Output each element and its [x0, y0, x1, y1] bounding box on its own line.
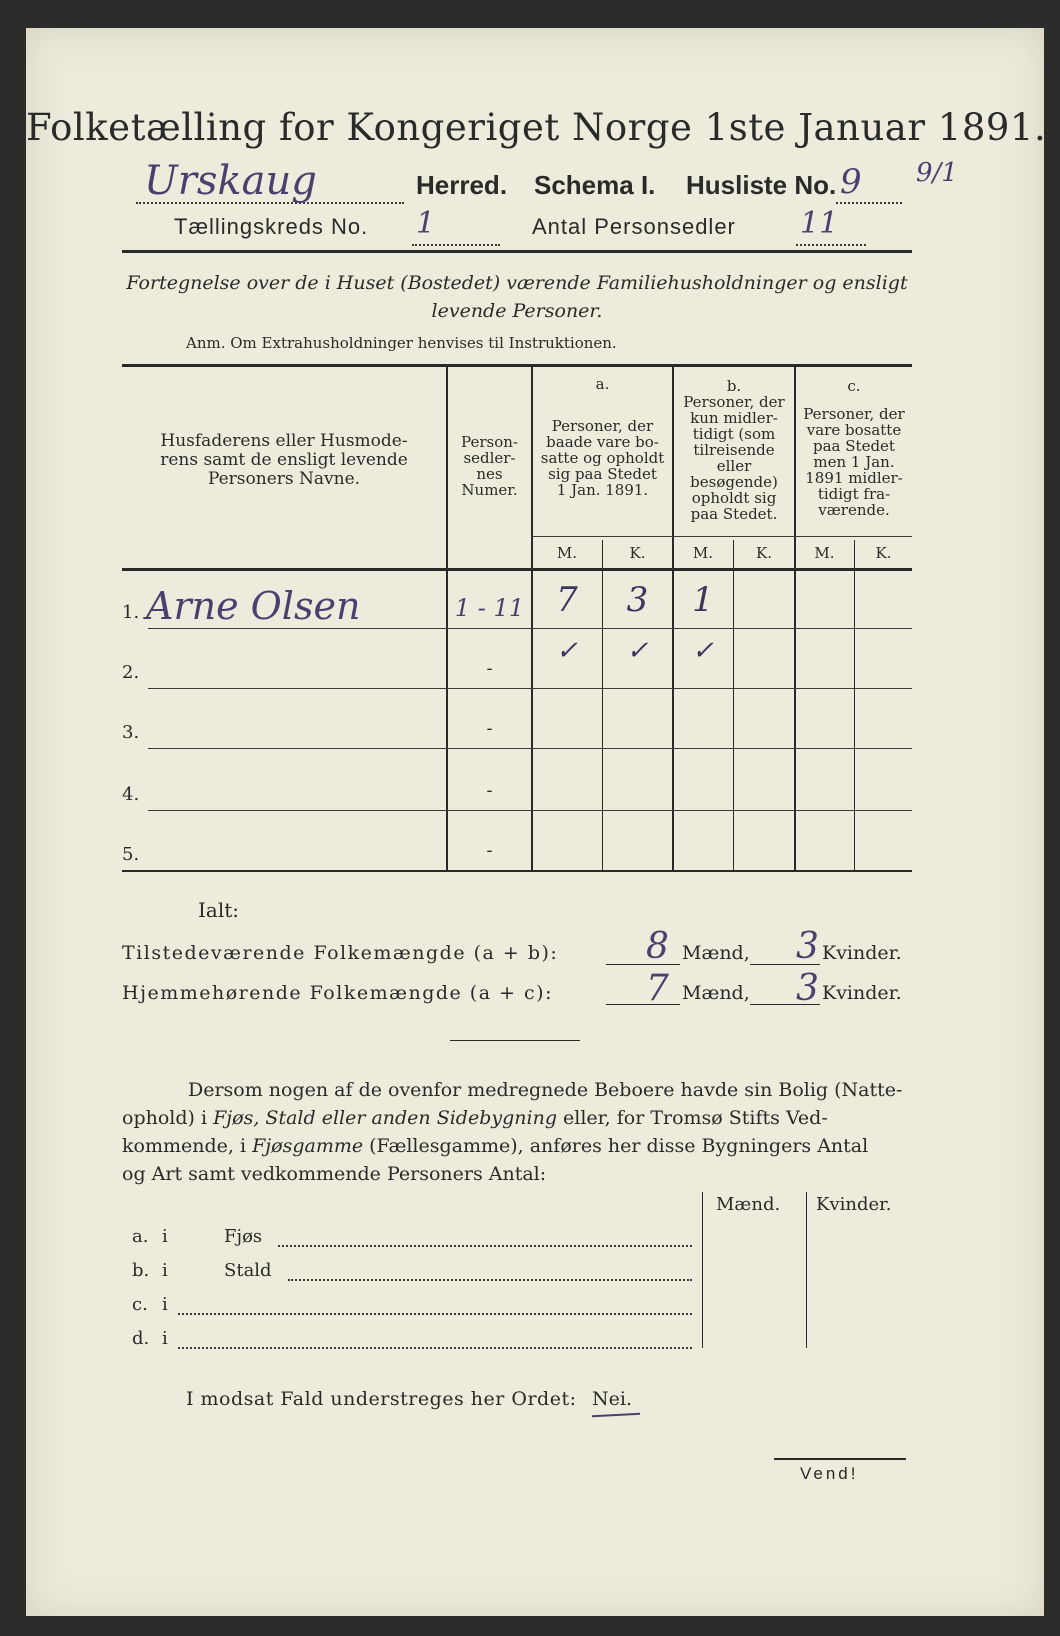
col-num-header-3: nes — [476, 465, 503, 483]
buildings-col-kvinder: Kvinder. — [816, 1194, 892, 1215]
buildings-paragraph — [122, 1076, 912, 1188]
row-4-num[interactable]: - — [486, 780, 493, 801]
col-b-header-4: tilreisende — [693, 441, 775, 459]
col-c-header — [796, 406, 912, 518]
corner-note: 9/1 — [916, 158, 958, 188]
row-3-num[interactable]: - — [486, 718, 493, 739]
col-num-header-1: Person- — [461, 433, 518, 451]
col-name-header-1: Husfaderens eller Husmode- — [160, 431, 408, 451]
kreds-value: 1 — [416, 206, 436, 241]
row-2-ak-check[interactable]: ✓ — [626, 636, 649, 666]
ialt-label: Ialt: — [198, 898, 239, 922]
col-b-header-7: opholdt sig — [691, 489, 777, 507]
row-line-4 — [148, 810, 912, 811]
buildings-line-1: Dersom nogen af de ovenfor medregnede Beboere havde sin Bolig (Natte- — [188, 1079, 903, 1101]
col-b-letter: b. — [726, 377, 742, 395]
husliste-label: Husliste No. — [686, 170, 837, 200]
col-a-header-4: sig paa Stedet — [548, 465, 657, 483]
col-c-header-7: værende. — [818, 501, 890, 519]
bld-row-b-field[interactable] — [288, 1278, 692, 1281]
col-a-header-5: 1 Jan. 1891. — [556, 481, 649, 499]
form-title: Folketælling for Kongeriget Norge 1ste Januar 1891. — [26, 106, 1047, 149]
buildings-line-3a: kommende, i — [122, 1135, 253, 1157]
buildings-line-2b: Fjøs, Stald eller anden Sidebygning — [213, 1107, 557, 1129]
col-b-header-2: kun midler- — [690, 409, 778, 427]
total-present-kvinder-word: Kvinder. — [822, 942, 902, 964]
total-present-label: Tilstedeværende Folkemængde (a + b): — [122, 942, 559, 964]
total-resident-maend-word: Mænd, — [682, 982, 750, 1004]
col-divider-cm — [854, 540, 855, 870]
header-divider — [122, 250, 912, 253]
intro-line-2: levende Personer. — [431, 300, 603, 322]
kreds-label: Tællingskreds No. — [174, 214, 369, 239]
antal-value: 11 — [800, 206, 839, 241]
col-name-header-3: Personers Navne. — [207, 469, 361, 489]
col-c-k-label: K. — [875, 544, 892, 562]
buildings-line-2c: eller, for Tromsø Stifts Ved- — [556, 1107, 828, 1129]
row-2-num[interactable]: - — [486, 658, 493, 679]
col-b-header-3: tidigt (som — [692, 425, 776, 443]
husliste-value: 9 — [840, 162, 862, 202]
herred-value: Urskaug — [144, 158, 317, 204]
row-line-3 — [148, 748, 912, 749]
bld-row-b-i: i — [162, 1260, 168, 1281]
col-c-letter: c. — [847, 377, 861, 395]
row-5-num[interactable]: - — [486, 840, 493, 861]
buildings-divider-1 — [702, 1192, 703, 1348]
col-a-header-3: satte og opholdt — [540, 449, 665, 467]
bld-row-d-field[interactable] — [178, 1346, 692, 1349]
nei-prefix: I modsat Fald understreges her Ordet: — [186, 1388, 577, 1410]
total-resident-kvinder-word: Kvinder. — [822, 982, 902, 1004]
buildings-divider-2 — [806, 1192, 807, 1348]
nei-underline — [592, 1413, 640, 1418]
bld-row-c-i: i — [162, 1294, 168, 1315]
total-resident-maend[interactable]: 7 — [646, 968, 669, 1009]
col-name-header-2: rens samt de ensligt levende — [160, 450, 408, 470]
nei-word[interactable]: Nei. — [592, 1388, 632, 1410]
col-b-k-label: K. — [756, 544, 772, 562]
col-c-m-label: M. — [814, 544, 835, 562]
bld-row-c-letter: c. — [132, 1294, 148, 1315]
bld-row-c-field[interactable] — [178, 1312, 692, 1315]
row-line-1 — [148, 628, 912, 629]
col-b-header-1: Personer, der — [683, 393, 785, 411]
bld-row-a-letter: a. — [132, 1226, 149, 1247]
col-b-header — [674, 394, 794, 522]
table-bottom-rule — [122, 870, 912, 872]
col-a-header-2: baade vare bo- — [546, 433, 659, 451]
row-line-2 — [148, 688, 912, 689]
herred-field[interactable] — [136, 158, 404, 204]
mk-header-line — [532, 536, 912, 537]
row-1-am[interactable]: 7 — [556, 580, 578, 620]
bld-row-d-i: i — [162, 1328, 168, 1349]
row-2-am-check[interactable]: ✓ — [556, 636, 578, 666]
row-1-no: 1. — [122, 602, 140, 623]
buildings-line-2 — [122, 1104, 912, 1132]
col-a-header — [533, 418, 672, 498]
col-c-header-1: Personer, der — [803, 405, 905, 423]
bld-row-a-field[interactable] — [278, 1244, 692, 1247]
row-3-no: 3. — [122, 722, 140, 743]
kreds-field[interactable] — [412, 206, 500, 246]
total-resident-kvinder[interactable]: 3 — [796, 968, 819, 1009]
total-present-kvinder[interactable]: 3 — [796, 926, 819, 967]
buildings-line-3c: (Fællesgamme), anføres her disse Bygningers Antal — [363, 1135, 869, 1157]
bld-row-d-letter: d. — [132, 1328, 150, 1349]
census-form-page — [26, 28, 1047, 1616]
row-4-no: 4. — [122, 784, 140, 805]
total-present-maend-word: Mænd, — [682, 942, 750, 964]
bld-row-a-i: i — [162, 1226, 168, 1247]
bld-row-b-label: Stald — [224, 1260, 272, 1281]
buildings-line-4: og Art samt vedkommende Personers Antal: — [122, 1163, 547, 1185]
antal-label: Antal Personsedler — [532, 214, 736, 239]
vend-label: Vend! — [800, 1464, 859, 1483]
vend-rule — [774, 1458, 906, 1460]
row-2-no: 2. — [122, 662, 140, 683]
col-a-k-label: K. — [629, 544, 646, 562]
husliste-field[interactable] — [836, 162, 902, 204]
row-5-no: 5. — [122, 844, 140, 865]
schema-label: Schema I. — [534, 170, 656, 200]
col-b-header-6: besøgende) — [690, 473, 778, 491]
col-c-header-6: tidigt fra- — [817, 485, 891, 503]
col-b-m-label: M. — [692, 544, 714, 562]
row-1-name[interactable]: Arne Olsen — [146, 584, 361, 628]
col-b-header-5: eller — [716, 457, 752, 475]
col-c-header-4: men 1 Jan. — [813, 453, 895, 471]
buildings-line-2a: ophold) i — [122, 1107, 214, 1129]
intro-line-1: Fortegnelse over de i Huset (Bostedet) værende Familiehusholdninger og ensligt — [126, 272, 908, 294]
short-divider — [450, 1040, 580, 1041]
row-1-bm[interactable]: 1 — [692, 580, 714, 620]
col-name-header — [126, 432, 442, 489]
col-c-header-2: vare bosatte — [806, 421, 902, 439]
anm-note: Anm. Om Extrahusholdninger henvises til Instruktionen. — [186, 334, 617, 352]
col-a-header-1: Personer, der — [551, 417, 654, 435]
herred-label: Herred. — [416, 170, 508, 200]
buildings-line-3 — [122, 1132, 912, 1160]
col-b-header-8: paa Stedet. — [690, 505, 778, 523]
bld-row-b-letter: b. — [132, 1260, 150, 1281]
col-a-letter: a. — [595, 375, 610, 393]
row-2-bm-check[interactable]: ✓ — [692, 636, 714, 666]
col-c-header-5: 1891 midler- — [805, 469, 903, 487]
total-resident-label: Hjemmehørende Folkemængde (a + c): — [122, 982, 553, 1004]
bld-row-a-label: Fjøs — [224, 1226, 263, 1247]
col-a-m-label: M. — [556, 544, 578, 562]
row-1-num[interactable]: 1 - 11 — [454, 594, 525, 622]
col-divider-bm — [733, 540, 734, 870]
col-c-header-3: paa Stedet — [813, 437, 895, 455]
col-num-header — [448, 434, 531, 498]
antal-field[interactable] — [796, 206, 866, 246]
buildings-line-3b: Fjøsgamme — [252, 1135, 364, 1157]
buildings-col-maend: Mænd. — [716, 1194, 781, 1215]
col-num-header-4: Numer. — [461, 481, 518, 499]
row-1-ak[interactable]: 3 — [626, 580, 649, 620]
col-num-header-2: sedler- — [463, 449, 516, 467]
total-present-maend[interactable]: 8 — [646, 926, 669, 967]
